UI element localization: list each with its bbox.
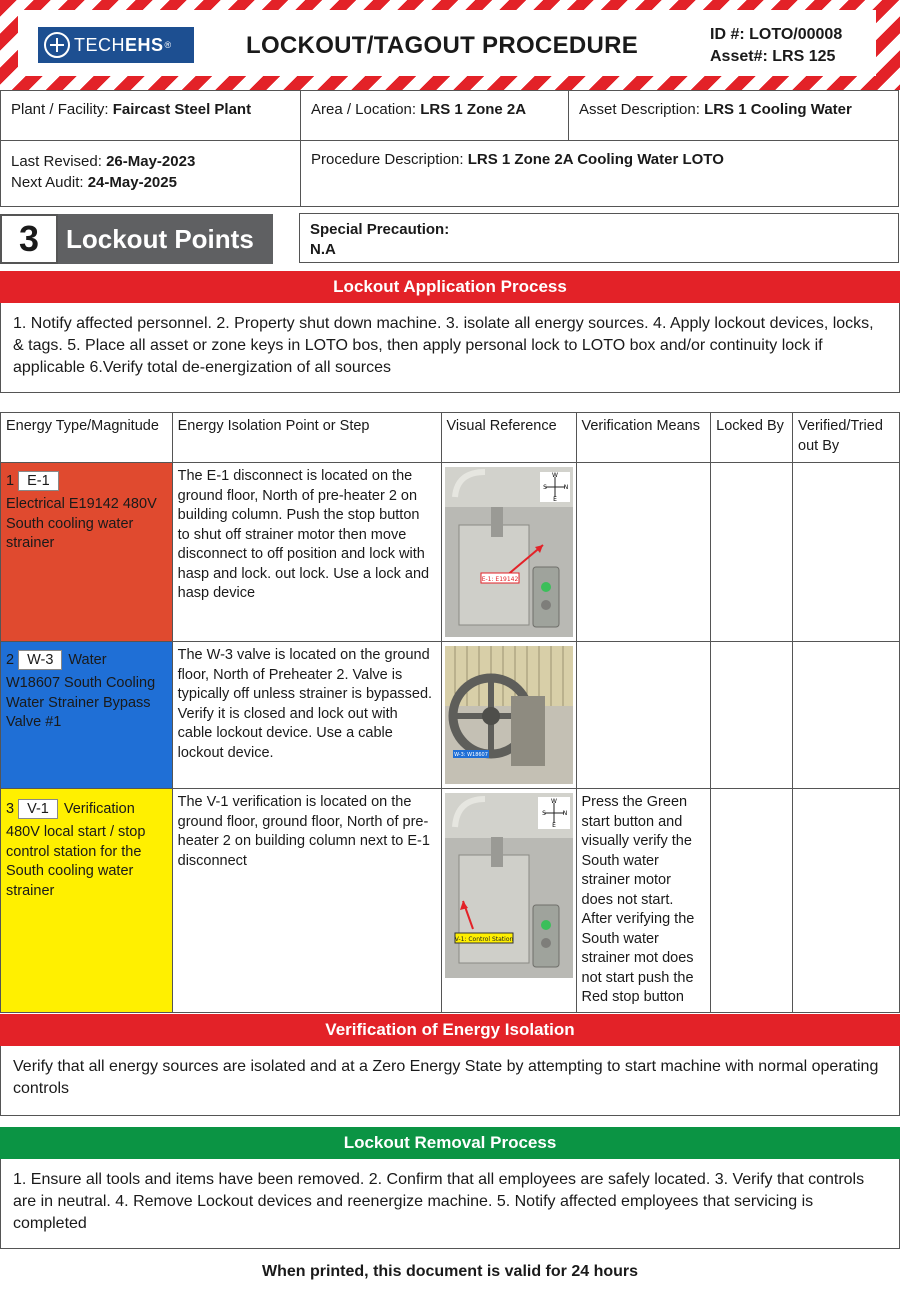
- procedure-description-value: LRS 1 Zone 2A Cooling Water LOTO: [467, 151, 724, 168]
- locked-by: [711, 463, 793, 642]
- header-verified-by: Verified/Tried out By: [793, 413, 900, 463]
- removal-process-text: 1. Ensure all tools and items have been removed. 2. Confirm that all employees are safely located. 3. Verify that controls are in neutral. 4. Remove Lockout devices and reenergize machine. 5. Notify affected employees that servicing is completed: [0, 1159, 900, 1249]
- table-header-row: [1, 413, 900, 463]
- section-number: 3: [0, 214, 58, 264]
- logo-text-tech: TECH: [74, 34, 125, 55]
- asset-description-cell: [568, 90, 899, 141]
- visual-reference-cell: [441, 463, 576, 642]
- logo-text-ehs: EHS: [125, 34, 164, 55]
- application-process-text: 1. Notify affected personnel. 2. Property shut down machine. 3. isolate all energy sources. 4. Apply lockout devices, locks, & tags. 5. Place all asset or zone keys in LOTO bos, then apply personal lock to LOTO box and/or continuity lock if applicable 6.Verify total de-energization of all sources: [0, 303, 900, 393]
- energy-type-cell-verification: [1, 789, 173, 1013]
- special-precaution-label: Special Precaution:: [310, 221, 450, 238]
- id-label: ID #:: [710, 26, 745, 43]
- energy-description: 480V local start / stop control station for the South cooling water strainer: [6, 824, 146, 899]
- energy-description: W18607 South Cooling Water Strainer Bypass Valve #1: [6, 675, 156, 730]
- header-hazard-stripes: [0, 0, 900, 90]
- table-row: [1, 642, 900, 789]
- table-row: [1, 789, 900, 1013]
- isolation-step: The E-1 disconnect is located on the ground floor, North of pre-heater 2 on building column. Push the stop button to shut off strainer motor then move disconnect to off position and lock with hasp and lock. out lock. Use a lock and hasp device: [172, 463, 441, 642]
- row-number: 1: [6, 473, 15, 489]
- control-station-photo: [445, 793, 573, 978]
- energy-tag: V-1: [18, 799, 58, 819]
- area-cell: [300, 90, 569, 141]
- special-precaution-value: N.A: [310, 241, 336, 258]
- photo-label: V-1: Control Station: [454, 936, 513, 943]
- compass-e: E: [552, 496, 557, 503]
- application-process-header: Lockout Application Process: [0, 271, 900, 303]
- energy-description: Electrical E19142 480V South cooling water strainer: [6, 496, 157, 551]
- verified-by: [793, 642, 900, 789]
- revised-label: Last Revised:: [11, 153, 102, 170]
- id-value: LOTO/00008: [749, 26, 843, 43]
- document-ids: [710, 24, 842, 68]
- isolation-step: The W-3 valve is located on the ground floor, North of Preheater 2. Valve is typically off unless strainer is bypassed. Verify it is closed and lock out with cable lockout device. Use a cable lockout device.: [172, 642, 441, 789]
- plant-cell: [0, 90, 301, 141]
- audit-value: 24-May-2025: [87, 174, 177, 191]
- revision-cell: [0, 140, 301, 207]
- compass-n: N: [563, 484, 568, 491]
- section-title: Lockout Points: [58, 214, 273, 264]
- compass-w: W: [551, 472, 558, 479]
- disconnect-photo: [445, 467, 573, 637]
- validity-footer: When printed, this document is valid for 24 hours: [261, 1263, 639, 1280]
- compass-e: E: [551, 822, 556, 829]
- visual-reference-cell: [441, 789, 576, 1013]
- procedure-description-cell: [300, 140, 899, 207]
- area-value: LRS 1 Zone 2A: [420, 101, 527, 118]
- compass-n: N: [562, 810, 567, 817]
- removal-process-header: Lockout Removal Process: [0, 1127, 900, 1159]
- header-isolation-point: Energy Isolation Point or Step: [172, 413, 441, 463]
- compass-s: S: [542, 484, 547, 491]
- plant-label: Plant / Facility:: [11, 101, 109, 118]
- plant-value: Faircast Steel Plant: [112, 101, 252, 118]
- procedure-description-label: Procedure Description:: [311, 151, 464, 168]
- verification-means: [576, 642, 711, 789]
- energy-type: Verification: [63, 801, 135, 817]
- row-number: 2: [6, 652, 15, 668]
- locked-by: [711, 789, 793, 1013]
- special-precaution-cell: [299, 213, 899, 263]
- asset-label: Asset#:: [710, 48, 768, 65]
- verified-by: [793, 463, 900, 642]
- valve-photo: [445, 646, 573, 784]
- document-title: LOCKOUT/TAGOUT PROCEDURE: [246, 32, 639, 59]
- energy-tag: E-1: [18, 471, 59, 491]
- header-panel: [18, 10, 876, 76]
- row-number: 3: [6, 801, 15, 817]
- asset-description-label: Asset Description:: [579, 101, 700, 118]
- verification-text: Verify that all energy sources are isolated and at a Zero Energy State by attempting to start machine with normal operating controls: [0, 1046, 900, 1116]
- photo-label: E-1: E19142: [481, 576, 518, 583]
- verification-means: [576, 463, 711, 642]
- verified-by: [793, 789, 900, 1013]
- asset-value: LRS 125: [772, 48, 836, 65]
- revised-value: 26-May-2023: [106, 153, 196, 170]
- company-logo: [38, 27, 194, 63]
- isolation-step: The V-1 verification is located on the ground floor, ground floor, North of pre-heater 2 on building column next to E-1 disconnect: [172, 789, 441, 1013]
- compass-w: W: [550, 798, 557, 805]
- area-label: Area / Location:: [311, 101, 417, 118]
- energy-tag: W-3: [18, 650, 62, 670]
- logo-registered-mark: ®: [164, 40, 172, 50]
- photo-label: W-3: W18607: [453, 752, 488, 758]
- header-locked-by: Locked By: [711, 413, 793, 463]
- compass-s: S: [541, 810, 546, 817]
- table-row: [1, 463, 900, 642]
- header-visual-reference: Visual Reference: [441, 413, 576, 463]
- lockout-points-table: [0, 412, 900, 1013]
- logo-globe-icon: [44, 32, 70, 58]
- audit-label: Next Audit:: [11, 174, 84, 191]
- header-energy-type: Energy Type/Magnitude: [1, 413, 173, 463]
- energy-type-cell-electrical: [1, 463, 173, 642]
- verification-header: Verification of Energy Isolation: [0, 1014, 900, 1046]
- visual-reference-cell: [441, 642, 576, 789]
- header-verification-means: Verification Means: [576, 413, 711, 463]
- verification-means: Press the Green start button and visually verify the South water strainer motor does not start. After verifying the South water strainer mot does not start push the Red stop button: [576, 789, 711, 1013]
- energy-type-cell-water: [1, 642, 173, 789]
- energy-type: Water: [68, 652, 107, 668]
- locked-by: [711, 642, 793, 789]
- asset-description-value: LRS 1 Cooling Water: [704, 101, 852, 118]
